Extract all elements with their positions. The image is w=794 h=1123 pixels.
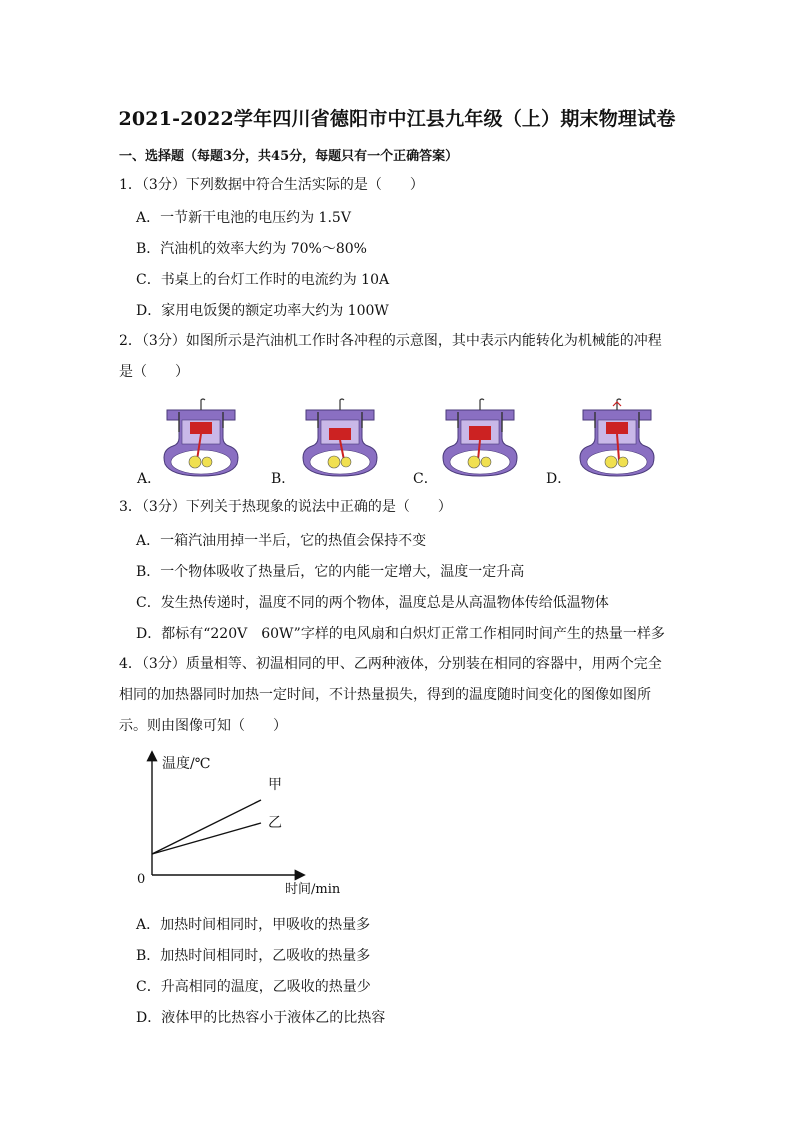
question-1-option-a: A．一节新干电池的电压约为 1.5V [136,210,351,226]
question-1-option-c: C．书桌上的台灯工作时的电流约为 10A [136,272,390,288]
question-4-stem-line3: 示。则由图像可知（ ） [119,718,287,734]
question-2-stem-line1: 2．（3分）如图所示是汽油机工作时各冲程的示意图，其中表示内能转化为机械能的冲程 [119,333,662,349]
question-3-stem: 3．（3分）下列关于热现象的说法中正确的是（ ） [119,499,452,515]
origin-label: 0 [137,872,146,887]
page-title: 2021-2022学年四川省德阳市中江县九年级（上）期末物理试卷 [118,108,676,130]
question-1-stem: 1．（3分）下列数据中符合生活实际的是（ ） [119,177,424,193]
question-4-option-c: C．升高相同的温度，乙吸收的热量少 [136,979,371,995]
question-3-option-b: B．一个物体吸收了热量后，它的内能一定增大，温度一定升高 [136,564,525,580]
engine-diagram-c [436,398,524,478]
question-3-option-c: C．发生热传递时，温度不同的两个物体，温度总是从高温物体传给低温物体 [136,595,609,611]
question-2-label-a: A． [137,471,162,487]
question-2-label-d: D． [546,471,572,487]
question-3-option-a: A．一箱汽油用掉一半后，它的热值会保持不变 [136,533,427,549]
engine-diagram-a [157,398,245,478]
question-1-option-d: D．家用电饭煲的额定功率大约为 100W [136,303,389,319]
question-4-option-a: A．加热时间相同时，甲吸收的热量多 [136,917,371,933]
question-4-option-d: D．液体甲的比热容小于液体乙的比热容 [136,1010,386,1026]
question-2-label-c: C． [413,471,438,487]
y-axis-label: 温度/℃ [162,756,211,772]
question-4-stem-line2: 相同的加热器同时加热一定时间，不计热量损失，得到的温度随时间变化的图像如图所 [119,687,651,703]
engine-diagram-d [573,398,661,478]
question-3-option-d: D．都标有“220V 60W”字样的电风扇和白炽灯正常工作相同时间产生的热量一样多 [136,626,665,642]
section-heading: 一、选择题（每题3分，共45分，每题只有一个正确答案） [119,149,459,164]
question-4-stem-line1: 4．（3分）质量相等、初温相同的甲、乙两种液体，分别装在相同的容器中，用两个完全 [119,656,662,672]
temperature-time-graph [135,745,355,900]
line-jia-label: 甲 [268,777,282,793]
question-1-option-b: B．汽油机的效率大约为 70%～80% [136,241,367,257]
engine-diagram-b [296,398,384,478]
question-2-stem-line2: 是（ ） [119,364,189,380]
question-2-label-b: B． [271,471,296,487]
line-yi-label: 乙 [268,815,282,831]
question-4-option-b: B．加热时间相同时，乙吸收的热量多 [136,948,371,964]
x-axis-label: 时间/min [285,882,341,897]
